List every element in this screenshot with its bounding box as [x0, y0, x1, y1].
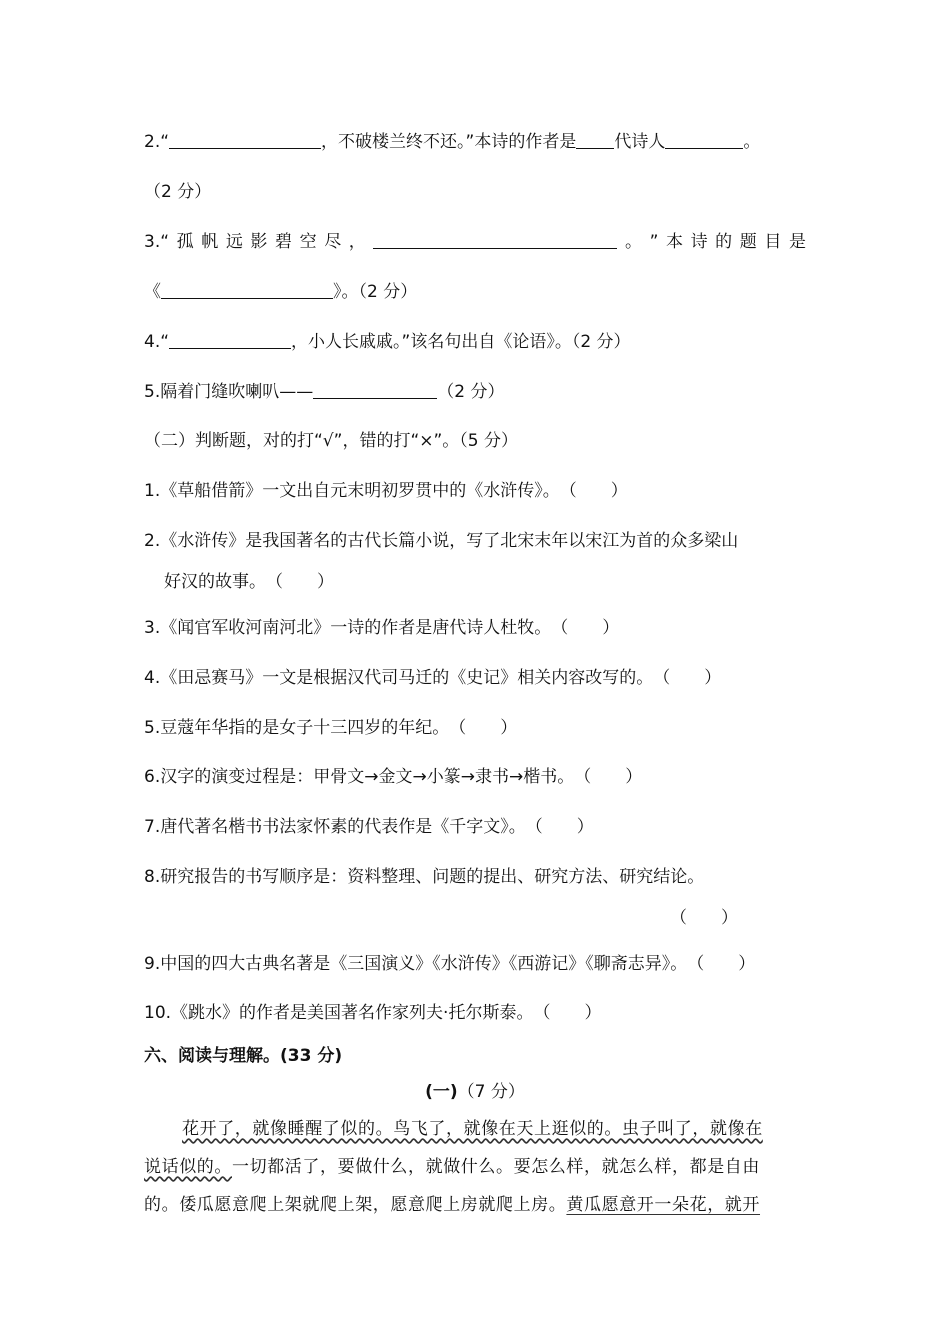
judge-item-text: 1.《草船借箭》一文出自元末明初罗贯中的《水浒传》。 [144, 481, 560, 501]
reading-para-line-3 [144, 1193, 806, 1217]
q4-rest: ，小人长戚戚。”该名句出自《论语》。（2 分） [291, 332, 631, 352]
answer-paren[interactable]: （ ） [670, 908, 738, 928]
judge-item-text: 8.研究报告的书写顺序是：资料整理、问题的提出、研究方法、研究结论。 [144, 867, 705, 887]
q3-char: ” [649, 232, 659, 252]
q3-char: 是 [788, 232, 806, 252]
answer-paren[interactable]: （ ） [525, 817, 594, 837]
judge-item-8-paren [670, 906, 738, 930]
q3-blank-2[interactable] [161, 280, 333, 299]
answer-paren[interactable]: （ ） [687, 954, 756, 974]
q3-char: 帆 [201, 232, 219, 252]
q2-mid: ，不破楼兰终不还。”本诗的作者是 [321, 132, 577, 152]
judge-item-text: 4.《田忌赛马》一文是根据汉代司马迁的《史记》相关内容改写的。 [144, 668, 654, 688]
q3-char: 碧 [275, 232, 292, 252]
judge-item-text: 9.中国的四大古典名著是《三国演义》《水浒传》《西游记》《聊斋志异》。 [144, 954, 688, 974]
judge-item-2-cont [164, 570, 334, 594]
answer-paren[interactable]: （ ） [266, 572, 334, 592]
q3-char: 。 [624, 232, 642, 252]
judge-item-text: 10.《跳水》的作者是美国著名作家列夫·托尔斯泰。 [144, 1003, 534, 1023]
fill-question-4 [144, 330, 631, 354]
q4-blank[interactable] [169, 330, 291, 349]
q3-char: 3.“ [144, 232, 170, 252]
q2-mid2: 代诗人 [614, 132, 666, 152]
judge-item-10 [144, 1001, 601, 1025]
q3-char: 的 [715, 232, 733, 252]
q3-char: 影 [250, 232, 268, 252]
wavy-underlined-text: 花开了，就像睡醒了似的。鸟飞了，就像在天上逛似的。虫子叫了，就像在 [182, 1119, 763, 1139]
q3-char: 题 [739, 232, 757, 252]
fill-question-3 [144, 230, 806, 254]
q2-score: （2 分） [144, 182, 212, 202]
q5-score: （2 分） [437, 382, 505, 402]
reading-para-line-2 [144, 1155, 806, 1179]
q2-blank-1[interactable] [169, 130, 321, 149]
q3-char: 尽 [324, 232, 342, 252]
q3-char: 孤 [176, 232, 194, 252]
judge-item-4 [144, 666, 721, 690]
q3-char: 目 [764, 232, 782, 252]
q3-char: 空 [299, 232, 317, 252]
q3-char: 本 [665, 232, 683, 252]
plain-text: 的。倭瓜愿意爬上架就爬上架，愿意爬上房就爬上房。 [144, 1195, 567, 1215]
q3-book-close: 》。（2 分） [333, 282, 418, 302]
wavy-underlined-text: 说话似的。 [144, 1157, 232, 1177]
fill-question-5 [144, 380, 504, 404]
underlined-text: 黄瓜愿意开一朵花，就开 [566, 1195, 761, 1215]
q5-blank[interactable] [313, 380, 437, 399]
judge-item-text: 2.《水浒传》是我国著名的古代长篇小说，写了北宋末年以宋江为首的众多梁山 [144, 531, 739, 551]
reading-subsection-title [0, 1080, 950, 1104]
q3-char: 诗 [690, 232, 708, 252]
q3-char: 远 [225, 232, 243, 252]
judge-item-2 [144, 529, 738, 553]
reading-section-title: 六、阅读与理解。(33 分) [144, 1046, 343, 1066]
q2-prefix: 2.“ [144, 132, 170, 152]
judge-heading: （二）判断题，对的打“√”，错的打“×”。（5 分） [144, 431, 519, 451]
subsection-number: (一) [425, 1082, 458, 1102]
judge-item-text: 5.豆蔻年华指的是女子十三四岁的年纪。 [144, 718, 450, 738]
answer-paren[interactable]: （ ） [551, 618, 620, 638]
judge-item-text: 7.唐代著名楷书书法家怀素的代表作是《千字文》。 [144, 817, 526, 837]
judge-item-9 [144, 952, 755, 976]
answer-paren[interactable]: （ ） [574, 767, 643, 787]
answer-paren[interactable]: （ ） [449, 718, 518, 738]
subsection-score: （7 分） [457, 1082, 525, 1102]
judge-item-1 [144, 479, 628, 503]
q4-prefix: 4.“ [144, 332, 170, 352]
judge-item-5 [144, 716, 517, 740]
q3-char: ， [348, 232, 366, 252]
answer-paren[interactable]: （ ） [559, 481, 628, 501]
q3-book-open: 《 [144, 282, 161, 302]
q2-end: 。 [743, 132, 761, 152]
q3-title-line [144, 280, 417, 304]
q5-prefix: 5.隔着门缝吹喇叭—— [144, 382, 314, 402]
judge-item-8 [144, 865, 704, 889]
answer-paren[interactable]: （ ） [653, 668, 722, 688]
judge-item-7 [144, 815, 594, 839]
judge-item-6 [144, 765, 642, 789]
plain-text: 一切都活了，要做什么，就做什么。要怎么样，就怎么样，都是自由 [232, 1157, 760, 1177]
q2-blank-2[interactable] [576, 130, 614, 149]
reading-para-line-1 [144, 1117, 806, 1141]
fill-question-2 [144, 130, 760, 154]
judge-item-text: 6.汉字的演变过程是：甲骨文→金文→小篆→隶书→楷书。 [144, 767, 575, 787]
judge-item-text-cont: 好汉的故事。 [164, 572, 266, 592]
q2-blank-3[interactable] [665, 130, 743, 149]
judge-item-3 [144, 616, 619, 640]
judge-item-text: 3.《闻官军收河南河北》一诗的作者是唐代诗人杜牧。 [144, 618, 552, 638]
answer-paren[interactable]: （ ） [533, 1003, 602, 1023]
q3-blank-1[interactable] [373, 230, 617, 249]
